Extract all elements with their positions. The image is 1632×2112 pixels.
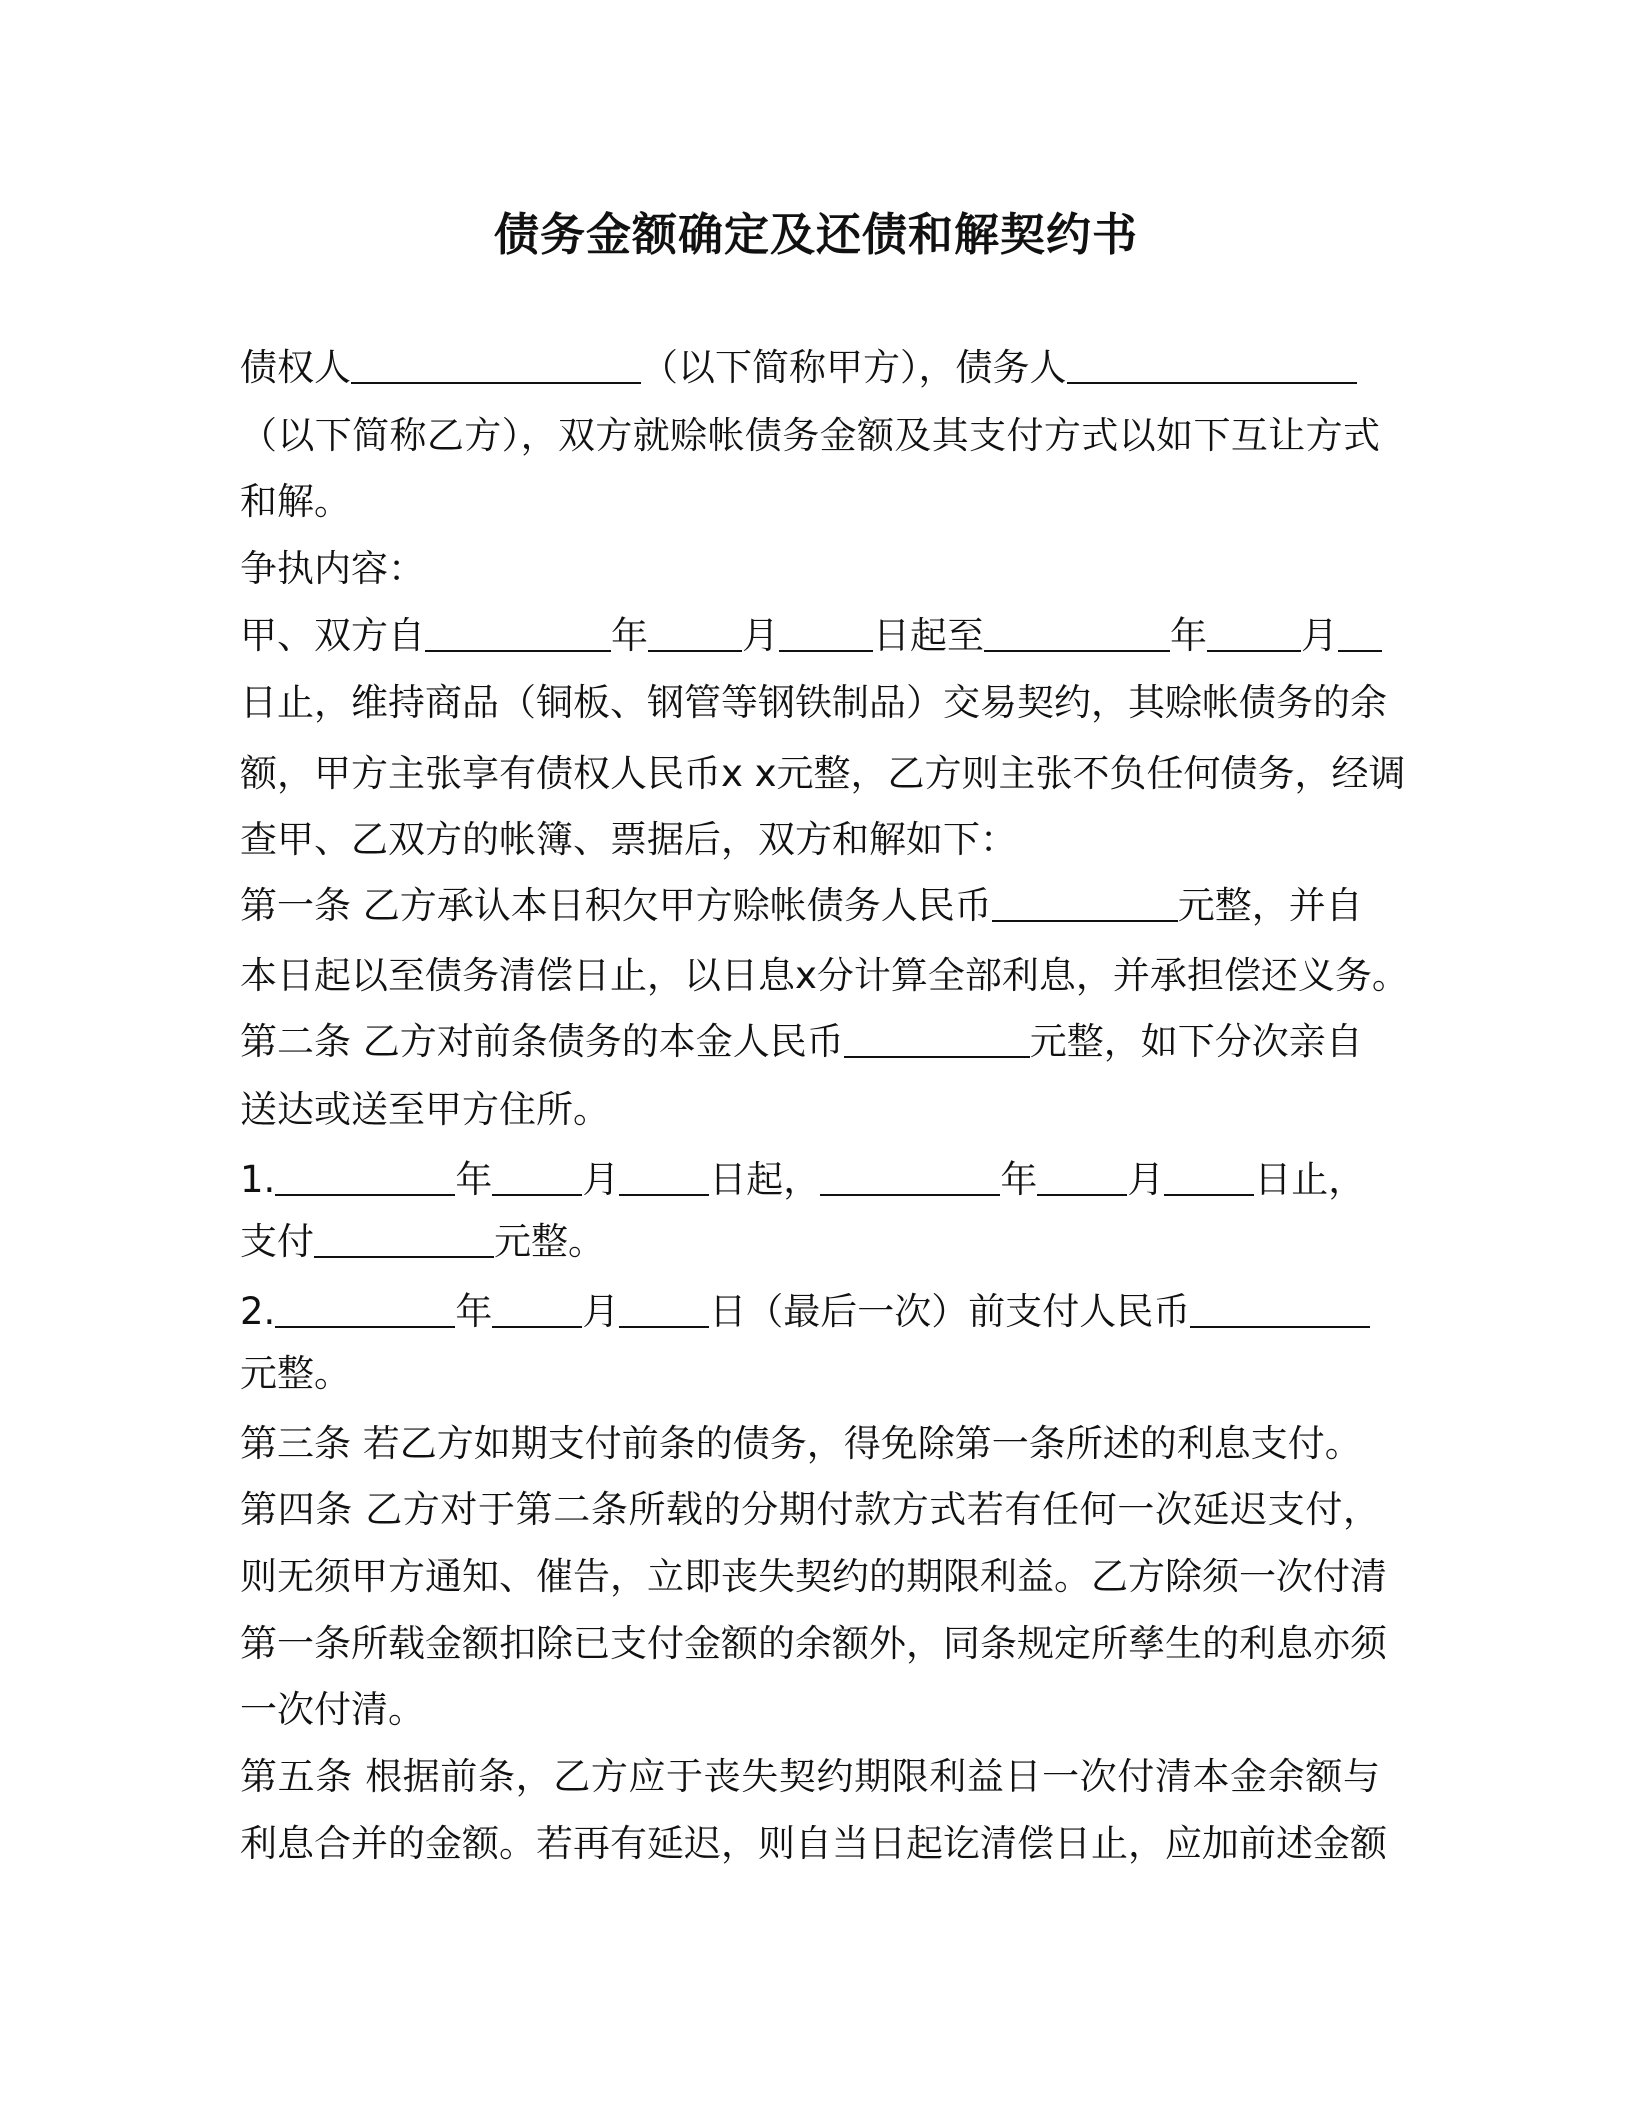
article-1-amount-field[interactable]	[992, 880, 1178, 922]
installment-2-line-2: 元整。	[240, 1352, 351, 1395]
text: 第一条 乙方承认本日积欠甲方赊帐债务人民币	[240, 884, 992, 927]
creditor-name-field[interactable]	[351, 342, 641, 384]
inst1-end-year-field[interactable]	[820, 1154, 1000, 1196]
text: 支付	[240, 1220, 314, 1263]
installment-1-line-1	[240, 1152, 1380, 1208]
dispute-line-1	[240, 608, 1380, 664]
parties-line-1	[240, 340, 1380, 396]
dispute-line-2: 日止，维持商品（铜板、钢管等钢铁制品）交易契约，其赊帐债务的余	[240, 681, 1387, 724]
dispute-line-3: 额，甲方主张享有债权人民币x x元整，乙方则主张不负任何债务，经调	[240, 752, 1406, 795]
text: 日起，	[709, 1158, 821, 1201]
inst1-start-year-field[interactable]	[275, 1154, 455, 1196]
text: 日止，	[1254, 1158, 1366, 1201]
text: 年	[455, 1290, 493, 1333]
installment-1-line-2	[240, 1214, 1380, 1270]
article-4-line-4: 一次付清。	[240, 1688, 425, 1731]
text: 月	[1127, 1158, 1165, 1201]
article-1-line-1	[240, 878, 1380, 934]
article-5-line-1: 第五条 根据前条，乙方应于丧失契约期限利益日一次付清本金余额与	[240, 1755, 1380, 1798]
text: 年	[455, 1158, 493, 1201]
inst1-start-month-field[interactable]	[492, 1154, 582, 1196]
creditor-alias-text: （以下简称甲方），债务人	[641, 346, 1067, 389]
text: 日起至	[873, 614, 984, 657]
article-2-line-2: 送达或送至甲方住所。	[240, 1088, 610, 1131]
end-month-field[interactable]	[1207, 610, 1301, 652]
debtor-name-field[interactable]	[1067, 342, 1357, 384]
text: 年	[611, 614, 648, 657]
inst2-year-field[interactable]	[275, 1286, 455, 1328]
inst2-month-field[interactable]	[492, 1286, 582, 1328]
inst1-start-day-field[interactable]	[619, 1154, 709, 1196]
start-day-field[interactable]	[779, 610, 873, 652]
article-2-amount-field[interactable]	[844, 1016, 1030, 1058]
parties-line-3: 和解。	[240, 480, 351, 523]
text: 日（最后一次）前支付人民币	[709, 1290, 1191, 1333]
article-4-line-1: 第四条 乙方对于第二条所载的分期付款方式若有任何一次延迟支付，	[240, 1488, 1380, 1531]
text: 甲、双方自	[240, 614, 425, 657]
creditor-label: 债权人	[240, 346, 351, 389]
article-5-line-2: 利息合并的金额。若再有延迟，则自当日起讫清偿日止，应加前述金额	[240, 1822, 1387, 1865]
text: 元整。	[494, 1220, 605, 1263]
text: 月	[742, 614, 779, 657]
dispute-line-4: 查甲、乙双方的帐簿、票据后，双方和解如下：	[240, 818, 1017, 861]
text: 1.	[240, 1158, 276, 1201]
text: 元整，如下分次亲自	[1029, 1020, 1363, 1063]
start-year-field[interactable]	[425, 610, 611, 652]
article-2-line-1	[240, 1014, 1380, 1070]
text: 年	[1000, 1158, 1038, 1201]
document-title: 债务金额确定及还债和解契约书	[493, 208, 1138, 261]
inst2-day-field[interactable]	[619, 1286, 709, 1328]
end-year-field[interactable]	[984, 610, 1170, 652]
text: 月	[582, 1158, 620, 1201]
inst1-end-day-field[interactable]	[1164, 1154, 1254, 1196]
installment-2-line-1	[240, 1284, 1380, 1340]
text: 月	[1301, 614, 1338, 657]
inst1-end-month-field[interactable]	[1037, 1154, 1127, 1196]
article-3: 第三条 若乙方如期支付前条的债务，得免除第一条所述的利息支付。	[240, 1422, 1362, 1465]
end-day-field[interactable]	[1338, 610, 1382, 652]
parties-line-2: （以下简称乙方），双方就赊帐债务金额及其支付方式以如下互让方式	[240, 414, 1380, 457]
article-1-line-2: 本日起以至债务清偿日止，以日息x分计算全部利息，并承担偿还义务。	[240, 954, 1409, 997]
text: 第二条 乙方对前条债务的本金人民币	[240, 1020, 844, 1063]
inst2-amount-field[interactable]	[1190, 1286, 1370, 1328]
article-4-line-3: 第一条所载金额扣除已支付金额的余额外，同条规定所孳生的利息亦须	[240, 1622, 1387, 1665]
text: 元整，并自	[1177, 884, 1363, 927]
start-month-field[interactable]	[648, 610, 742, 652]
inst1-amount-field[interactable]	[314, 1216, 494, 1258]
text: 月	[582, 1290, 620, 1333]
text: 年	[1170, 614, 1207, 657]
article-4-line-2: 则无须甲方通知、催告，立即丧失契约的期限利益。乙方除须一次付清	[240, 1555, 1387, 1598]
dispute-heading: 争执内容：	[240, 547, 425, 590]
text: 2.	[240, 1290, 276, 1333]
